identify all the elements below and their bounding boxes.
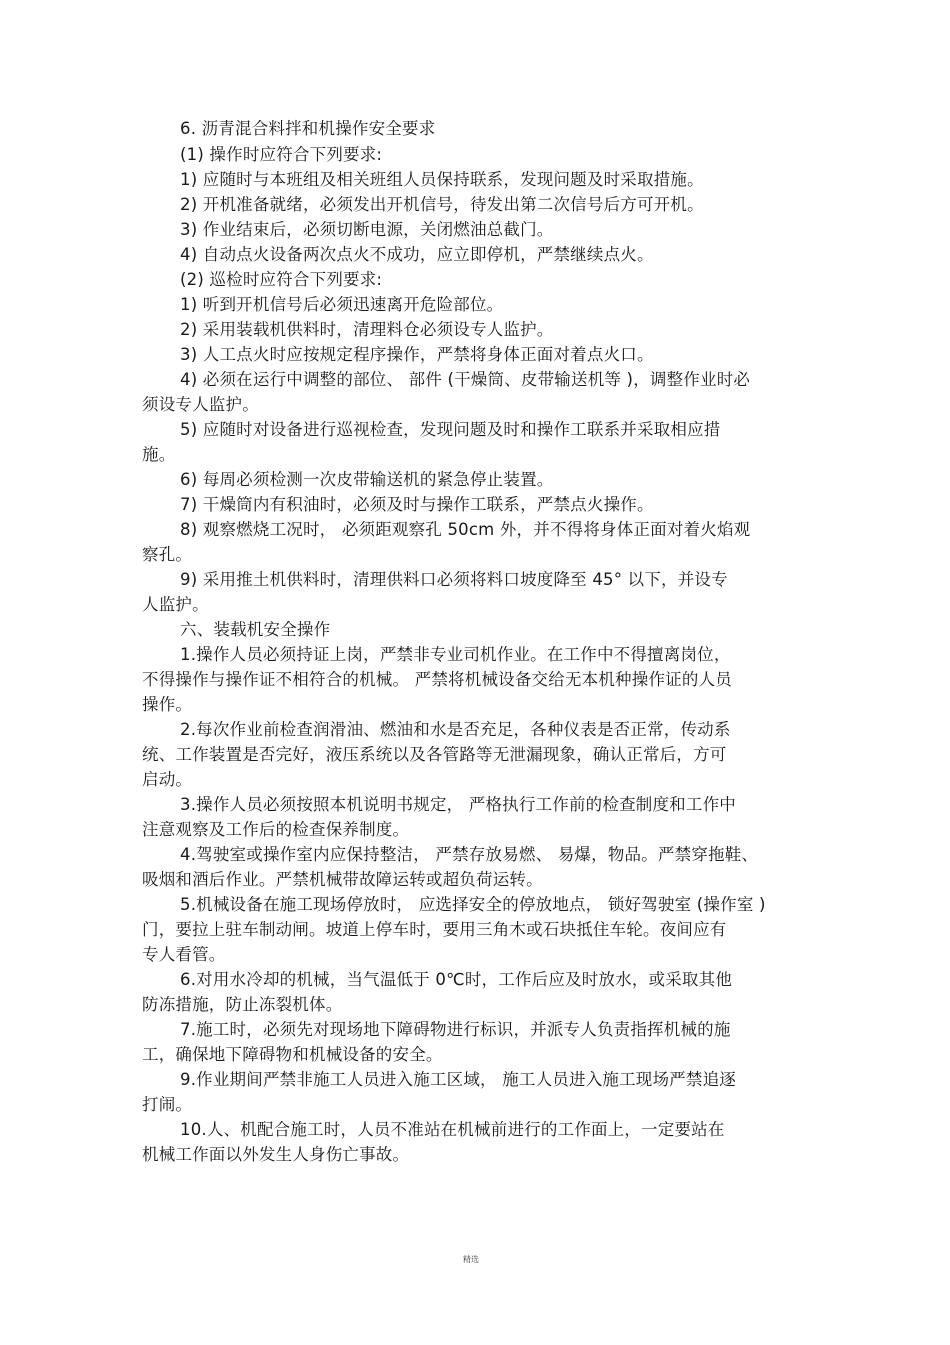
body-line: 2) 开机准备就绪，必须发出开机信号，待发出第二次信号后方可开机。 <box>180 195 704 214</box>
body-line: 吸烟和酒后作业。严禁机械带故障运转或超负荷运转。 <box>142 870 543 889</box>
body-line: 7) 干燥筒内有积油时，必须及时与操作工联系，严禁点火操作。 <box>180 495 654 514</box>
body-line: 6.对用水冷却的机械，当气温低于 0℃时，工作后应及时放水，或采取其他 <box>180 970 733 989</box>
body-line: 5.机械设备在施工现场停放时， 应选择安全的停放地点， 锁好驾驶室 (操作室 ) <box>180 895 766 914</box>
body-line: 须设专人监护。 <box>142 395 259 414</box>
body-line: 2) 采用装载机供料时，清理料仓必须设专人监护。 <box>180 320 554 339</box>
body-line: 启动。 <box>142 770 193 789</box>
body-line: 不得操作与操作证不相符合的机械。 严禁将机械设备交给无本机种操作证的人员 <box>142 670 732 689</box>
body-line: 7.施工时，必须先对现场地下障碍物进行标识，并派专人负责指挥机械的施 <box>180 1020 731 1039</box>
body-line: 4) 自动点火设备两次点火不成功，应立即停机，严禁继续点火。 <box>180 245 654 264</box>
body-line: 机械工作面以外发生人身伤亡事故。 <box>142 1145 410 1164</box>
body-line: 1) 应随时与本班组及相关班组人员保持联系，发现问题及时采取措施。 <box>180 170 704 189</box>
body-line: 4) 必须在运行中调整的部位、 部件 (干燥筒、皮带输送机等 )，调整作业时必 <box>180 370 751 389</box>
body-line: 专人看管。 <box>142 945 226 964</box>
subsection-heading: (2) 巡检时应符合下列要求: <box>180 270 383 289</box>
body-line: 9) 采用推土机供料时，清理供料口必须将料口坡度降至 45° 以下，并设专 <box>180 570 728 589</box>
body-line: 3.操作人员必须按照本机说明书规定， 严格执行工作前的检查制度和工作中 <box>180 795 736 814</box>
body-line: 门，要拉上驻车制动闸。坡道上停车时，要用三角木或石块抵住车轮。夜间应有 <box>142 920 727 939</box>
body-line: 打闹。 <box>142 1095 193 1114</box>
body-line: 1) 听到开机信号后必须迅速离开危险部位。 <box>180 295 504 314</box>
body-line: 4.驾驶室或操作室内应保持整洁， 严禁存放易燃、 易爆，物品。严禁穿拖鞋、 <box>180 845 759 864</box>
body-line: 6) 每周必须检测一次皮带输送机的紧急停止装置。 <box>180 470 554 489</box>
body-line: 防冻措施，防止冻裂机体。 <box>142 995 343 1014</box>
body-line: 2.每次作业前检查润滑油、燃油和水是否充足，各种仪表是否正常，传动系 <box>180 720 731 739</box>
body-line: 9.作业期间严禁非施工人员进入施工区域， 施工人员进入施工现场严禁追逐 <box>180 1070 736 1089</box>
body-line: 注意观察及工作后的检查保养制度。 <box>142 820 410 839</box>
body-line: 施。 <box>142 445 176 464</box>
subsection-heading: (1) 操作时应符合下列要求: <box>180 145 383 164</box>
body-line: 8) 观察燃烧工况时， 必须距观察孔 50cm 外，并不得将身体正面对着火焰观 <box>180 520 751 539</box>
body-line: 察孔。 <box>142 545 193 564</box>
body-line: 人监护。 <box>142 595 209 614</box>
body-line: 10.人、机配合施工时，人员不准站在机械前进行的工作面上，一定要站在 <box>180 1120 725 1139</box>
section-heading: 6. 沥青混合料拌和机操作安全要求 <box>180 119 436 138</box>
body-line: 3) 人工点火时应按规定程序操作，严禁将身体正面对着点火口。 <box>180 345 654 364</box>
body-line: 5) 应随时对设备进行巡视检查，发现问题及时和操作工联系并采取相应措 <box>180 420 721 439</box>
body-line: 操作。 <box>142 695 193 714</box>
body-line: 3) 作业结束后，必须切断电源，关闭燃油总截门。 <box>180 220 554 239</box>
section-heading: 六、装载机安全操作 <box>180 620 331 639</box>
body-line: 工，确保地下障碍物和机械设备的安全。 <box>142 1045 443 1064</box>
body-line: 1.操作人员必须持证上岗，严禁非专业司机作业。在工作中不得擅离岗位， <box>180 645 731 664</box>
page-footer: 精选 <box>463 1255 479 1264</box>
body-line: 统、工作装置是否完好，液压系统以及各管路等无泄漏现象，确认正常后，方可 <box>142 745 727 764</box>
